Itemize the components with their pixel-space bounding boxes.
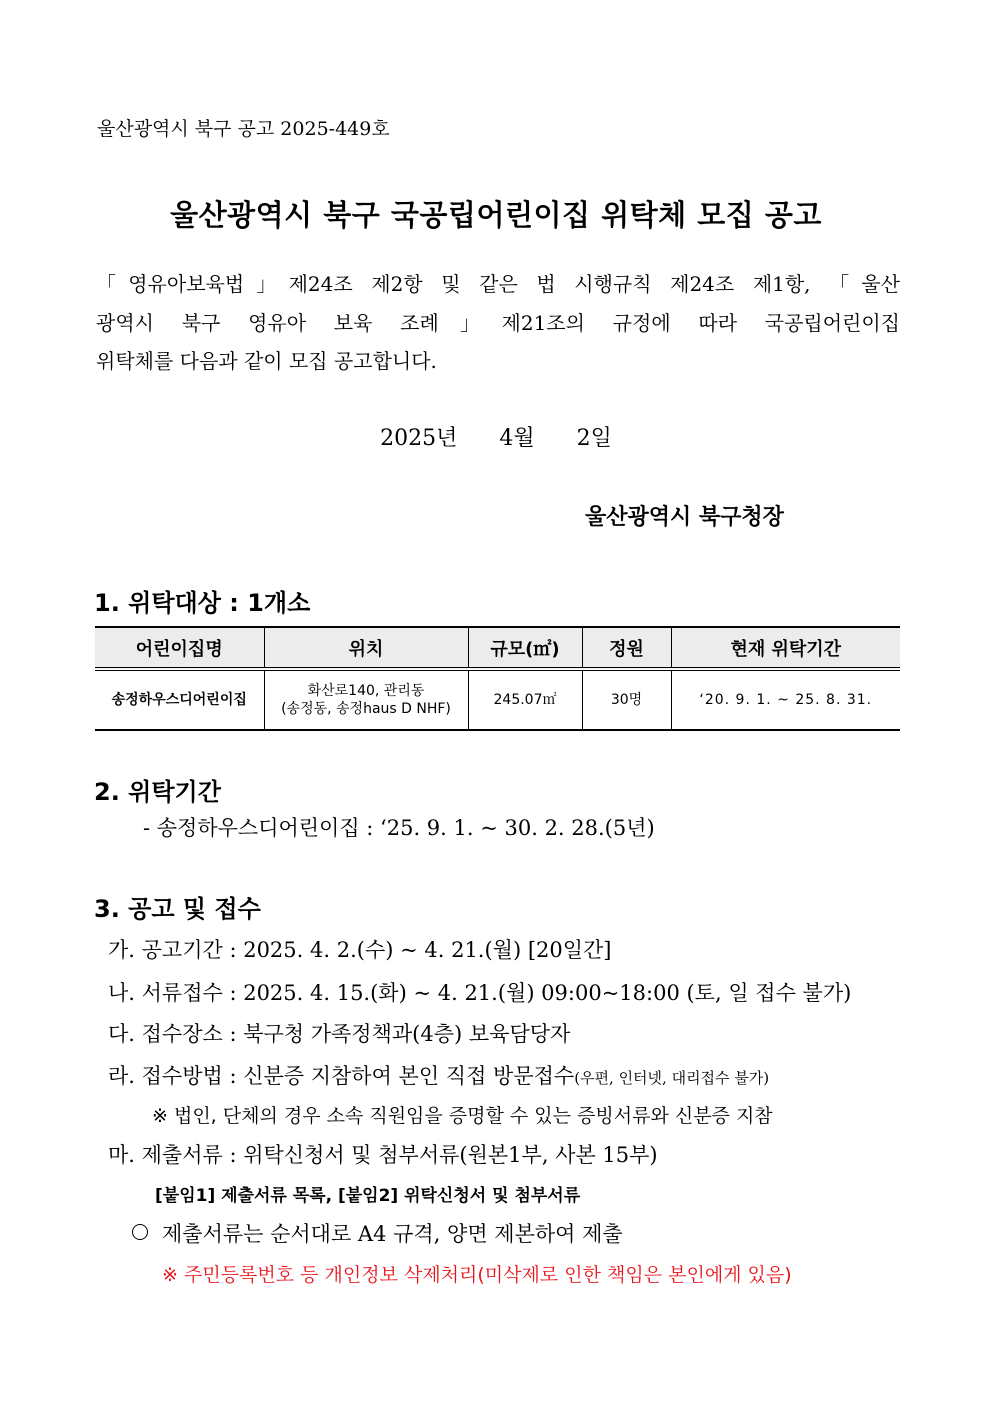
location-line-1: 화산로140, 관리동 <box>307 683 425 699</box>
item-d-main: 라. 접수방법 : 신분증 지참하여 본인 직접 방문접수 <box>108 1064 575 1088</box>
date-month: 4월 <box>499 426 535 451</box>
header-size: 규모(㎡) <box>468 627 582 669</box>
document-title: 울산광역시 북구 국공립어린이집 위탁체 모집 공고 <box>170 198 822 232</box>
item-c: 다. 접수장소 : 북구청 가족정책과(4층) 보육담당자 <box>108 1022 571 1046</box>
circle-bullet-icon <box>132 1224 148 1240</box>
item-e: 마. 제출서류 : 위탁신청서 및 첨부서류(원본1부, 사본 15부) <box>108 1143 658 1167</box>
section-2-heading: 2. 위탁기간 <box>94 778 221 806</box>
location-line-2: (송정동, 송정haus D NHF) <box>281 701 451 717</box>
item-a: 가. 공고기간 : 2025. 4. 2.(수) ~ 4. 21.(월) [20일간] <box>108 938 612 962</box>
section-1-heading: 1. 위탁대상 : 1개소 <box>94 589 311 617</box>
bullet-line <box>132 1218 623 1248</box>
intro-line-3: 위탁체를 다음과 같이 모집 공고합니다. <box>96 349 437 373</box>
cell-capacity: 30명 <box>582 669 671 730</box>
item-b: 나. 서류접수 : 2025. 4. 15.(화) ~ 4. 21.(월) 09:00~18:00 (토, 일 접수 불가) <box>108 981 852 1005</box>
target-table <box>95 626 900 731</box>
cell-location <box>264 669 468 730</box>
cell-size: 245.07㎡ <box>468 669 582 730</box>
date-day: 2일 <box>576 426 612 451</box>
item-d <box>108 1060 769 1090</box>
intro-line-1: 「영유아보육법」제24조 제2항 및 같은 법 시행규칙 제24조 제1항, 「울산 <box>96 272 900 296</box>
attachments-line: [붙임1] 제출서류 목록, [붙임2] 위탁신청서 및 첨부서류 <box>155 1186 581 1206</box>
table-row <box>95 669 900 730</box>
term-line: - 송정하우스디어린이집 : ‘25. 9. 1. ~ 30. 2. 28.(5년) <box>143 816 655 840</box>
notice-number: 울산광역시 북구 공고 2025-449호 <box>97 118 390 140</box>
issuer: 울산광역시 북구청장 <box>585 504 784 530</box>
privacy-warning: ※ 주민등록번호 등 개인정보 삭제처리(미삭제로 인한 책임은 본인에게 있음) <box>162 1264 792 1286</box>
bullet-text: 제출서류는 순서대로 A4 규격, 양면 제본하여 제출 <box>162 1222 623 1246</box>
table-header-row <box>95 627 900 669</box>
header-period: 현재 위탁기간 <box>671 627 900 669</box>
notice-date <box>0 421 992 452</box>
cell-period: ‘20. 9. 1. ~ 25. 8. 31. <box>671 669 900 730</box>
header-capacity: 정원 <box>582 627 671 669</box>
date-year: 2025년 <box>380 426 458 451</box>
intro-line-2: 광역시 북구 영유아 보육 조례」제21조의 규정에 따라 국공립어린이집 <box>96 311 900 335</box>
cell-name: 송정하우스디어린이집 <box>95 669 264 730</box>
item-d-note: ※ 법인, 단체의 경우 소속 직원임을 증명할 수 있는 증빙서류와 신분증 지참 <box>152 1105 773 1127</box>
item-d-small: (우편, 인터넷, 대리접수 불가) <box>574 1069 770 1087</box>
header-location: 위치 <box>264 627 468 669</box>
section-3-heading: 3. 공고 및 접수 <box>94 895 261 923</box>
header-name: 어린이집명 <box>95 627 264 669</box>
